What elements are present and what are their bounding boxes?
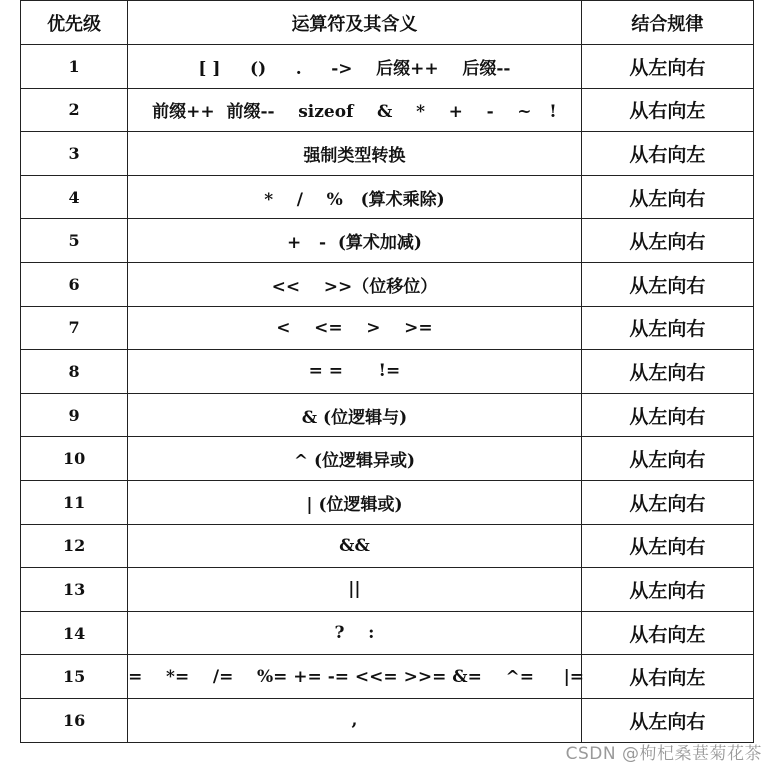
priority-cell: 6 bbox=[21, 262, 128, 306]
table-row bbox=[21, 175, 754, 219]
associativity-cell: 从右向左 bbox=[581, 88, 753, 132]
associativity-cell: 从左向右 bbox=[581, 698, 753, 742]
priority-cell: 7 bbox=[21, 306, 128, 350]
associativity-cell: 从左向右 bbox=[581, 393, 753, 437]
operators-cell: ^ (位逻辑异或) bbox=[128, 437, 582, 481]
associativity-cell: 从左向右 bbox=[581, 219, 753, 263]
table-row bbox=[21, 611, 754, 655]
table-row bbox=[21, 568, 754, 612]
table-body bbox=[21, 45, 754, 743]
priority-cell: 5 bbox=[21, 219, 128, 263]
operators-cell: || bbox=[128, 568, 582, 612]
associativity-cell: 从左向右 bbox=[581, 524, 753, 568]
associativity-cell: 从左向右 bbox=[581, 306, 753, 350]
table-row bbox=[21, 524, 754, 568]
operators-cell: && bbox=[128, 524, 582, 568]
associativity-cell: 从左向右 bbox=[581, 350, 753, 394]
operators-cell: << >>（位移位） bbox=[128, 262, 582, 306]
priority-cell: 14 bbox=[21, 611, 128, 655]
priority-cell: 4 bbox=[21, 175, 128, 219]
operators-cell: * / % (算术乘除) bbox=[128, 175, 582, 219]
priority-cell: 15 bbox=[21, 655, 128, 699]
operators-cell: , bbox=[128, 698, 582, 742]
operators-cell: & (位逻辑与) bbox=[128, 393, 582, 437]
priority-cell: 13 bbox=[21, 568, 128, 612]
table-header-row bbox=[21, 1, 754, 45]
associativity-cell: 从右向左 bbox=[581, 655, 753, 699]
operators-cell: 前缀++ 前缀-- sizeof & * + - ~ ! bbox=[128, 88, 582, 132]
operators-cell: [ ] () . -> 后缀++ 后缀-- bbox=[128, 45, 582, 89]
priority-cell: 11 bbox=[21, 480, 128, 524]
operators-cell: + - (算术加减) bbox=[128, 219, 582, 263]
table-row bbox=[21, 306, 754, 350]
operators-cell: 强制类型转换 bbox=[128, 132, 582, 176]
operators-cell: | (位逻辑或) bbox=[128, 480, 582, 524]
table-row bbox=[21, 219, 754, 263]
priority-cell: 12 bbox=[21, 524, 128, 568]
header-associativity: 结合规律 bbox=[581, 1, 753, 45]
associativity-cell: 从左向右 bbox=[581, 568, 753, 612]
table-row bbox=[21, 45, 754, 89]
table-row bbox=[21, 262, 754, 306]
associativity-cell: 从左向右 bbox=[581, 45, 753, 89]
associativity-cell: 从左向右 bbox=[581, 480, 753, 524]
watermark: CSDN @枸杞桑葚菊花茶 bbox=[565, 744, 762, 764]
operators-cell: = *= /= %= += -= <<= >>= &= ^= |= bbox=[128, 655, 582, 699]
priority-cell: 3 bbox=[21, 132, 128, 176]
table-row bbox=[21, 132, 754, 176]
priority-cell: 2 bbox=[21, 88, 128, 132]
operator-precedence-table bbox=[20, 0, 754, 743]
table-row bbox=[21, 655, 754, 699]
associativity-cell: 从左向右 bbox=[581, 175, 753, 219]
operators-cell: < <= > >= bbox=[128, 306, 582, 350]
priority-cell: 9 bbox=[21, 393, 128, 437]
associativity-cell: 从右向左 bbox=[581, 132, 753, 176]
table-row bbox=[21, 698, 754, 742]
priority-cell: 8 bbox=[21, 350, 128, 394]
header-operators: 运算符及其含义 bbox=[128, 1, 582, 45]
table-row bbox=[21, 437, 754, 481]
associativity-cell: 从左向右 bbox=[581, 262, 753, 306]
priority-cell: 16 bbox=[21, 698, 128, 742]
table-row bbox=[21, 480, 754, 524]
priority-cell: 1 bbox=[21, 45, 128, 89]
operators-cell: = = != bbox=[128, 350, 582, 394]
table-row bbox=[21, 88, 754, 132]
operators-cell: ? : bbox=[128, 611, 582, 655]
table-row bbox=[21, 350, 754, 394]
table-row bbox=[21, 393, 754, 437]
header-priority: 优先级 bbox=[21, 1, 128, 45]
associativity-cell: 从右向左 bbox=[581, 611, 753, 655]
associativity-cell: 从左向右 bbox=[581, 437, 753, 481]
priority-cell: 10 bbox=[21, 437, 128, 481]
